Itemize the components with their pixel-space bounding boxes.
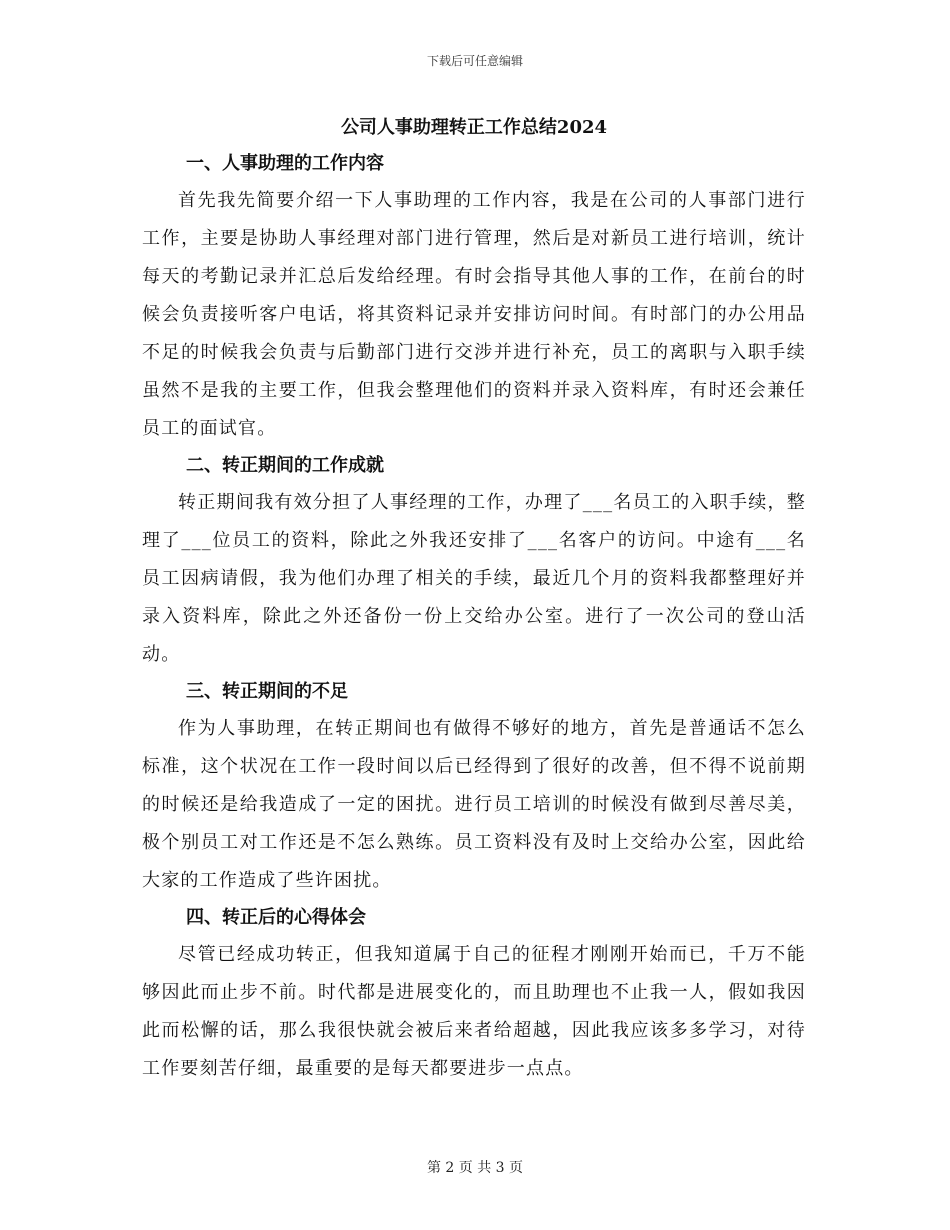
page-header-note: 下载后可任意编辑 bbox=[426, 54, 523, 68]
section-heading-3: 三、转正期间的不足 bbox=[186, 681, 348, 702]
section-heading-4: 四、转正后的心得体会 bbox=[186, 907, 366, 928]
section-heading-2: 二、转正期间的工作成就 bbox=[186, 455, 384, 476]
page-number: 第 2 页 共 3 页 bbox=[426, 1160, 524, 1176]
section-paragraph-3: 作为人事助理，在转正期间也有做得不够好的地方，首先是普通话不怎么标准，这个状况在工作一段时间以后已经得到了很好的改善，但不得不说前期的时候还是给我造成了一定的困扰。进行员工培训的时候没有做到尽善尽美，极个别员工对工作还是不怎么熟练。员工资料没有及时上交给办公室，因此给大家的工作造成了些许困扰。 bbox=[142, 718, 806, 891]
document-body bbox=[142, 110, 806, 1088]
section-paragraph-2: 转正期间我有效分担了人事经理的工作，办理了___名员工的入职手续，整理了___位员工的资料，除此之外我还安排了___名客户的访问。中途有___名员工因病请假，我为他们办理了相关的手续，最近几个月的资料我都整理好并录入资料库，除此之外还备份一份上交给办公室。进行了一次公司的登山活动。 bbox=[142, 492, 806, 665]
section-heading-1: 一、人事助理的工作内容 bbox=[186, 153, 384, 174]
section-paragraph-1: 首先我先简要介绍一下人事助理的工作内容，我是在公司的人事部门进行工作，主要是协助人事经理对部门进行管理，然后是对新员工进行培训，统计每天的考勤记录并汇总后发给经理。有时会指导其他人事的工作，在前台的时候会负责接听客户电话，将其资料记录并安排访问时间。有时部门的办公用品不足的时候我会负责与后勤部门进行交涉并进行补充，员工的离职与入职手续虽然不是我的主要工作，但我会整理他们的资料并录入资料库，有时还会兼任员工的面试官。 bbox=[142, 190, 806, 439]
section-paragraph-4: 尽管已经成功转正，但我知道属于自己的征程才刚刚开始而已，千万不能够因此而止步不前。时代都是进展变化的，而且助理也不止我一人，假如我因此而松懈的话，那么我很快就会被后来者给超越，因此我应该多多学习，对待工作要刻苦仔细，最重要的是每天都要进步一点点。 bbox=[142, 944, 806, 1079]
document-title: 公司人事助理转正工作总结2024 bbox=[340, 117, 608, 138]
